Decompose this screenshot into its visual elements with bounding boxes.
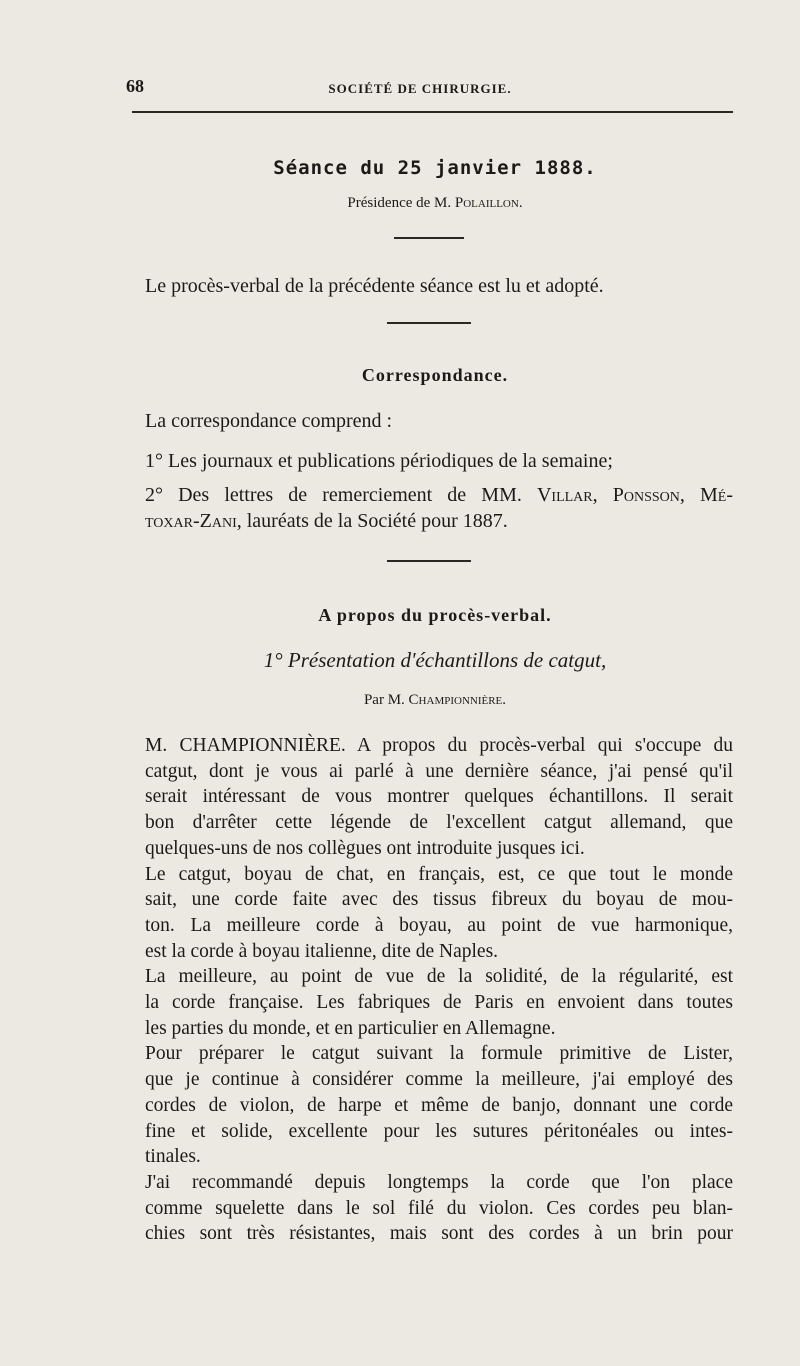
body-line: comme squelette dans le sol filé du violon. Ces cordes peu blan- bbox=[145, 1197, 733, 1219]
header-rule bbox=[132, 111, 733, 113]
body-line: M. CHAMPIONNIÈRE. A propos du procès-verbal qui s'occupe du bbox=[145, 735, 733, 756]
body-line: sait, une corde faite avec des tissus fibreux du boyau de mou- bbox=[145, 889, 733, 911]
body-line: que je continue à considérer comme la meilleure, j'ai employé des bbox=[145, 1069, 733, 1091]
correspondance-intro: La correspondance comprend : bbox=[145, 410, 393, 432]
correspondance-item-2-line-1 bbox=[145, 484, 733, 507]
author-name: Championnière. bbox=[408, 692, 507, 708]
president-name: Polaillon. bbox=[454, 195, 523, 211]
running-header bbox=[0, 81, 800, 97]
separator-rule-3 bbox=[387, 560, 471, 562]
author-line bbox=[100, 692, 770, 709]
item2-prefix: 2° Des lettres de remerciement de MM. bbox=[145, 484, 522, 506]
body-line: La meilleure, au point de vue de la solidité, de la régularité, est bbox=[145, 966, 733, 988]
body-line: chies sont très résistantes, mais sont des cordes à un brin pour bbox=[145, 1223, 733, 1245]
page-number: 68 bbox=[126, 76, 144, 96]
body-line: ton. La meilleure corde à boyau, au point de vue harmonique, bbox=[145, 914, 733, 936]
body-line: la corde française. Les fabriques de Paris en envoient dans toutes bbox=[145, 992, 733, 1014]
body-line: J'ai recommandé depuis longtemps la corde que l'on place bbox=[145, 1171, 733, 1193]
body-line: serait intéressant de vous montrer quelques échantillons. Il serait bbox=[145, 786, 733, 808]
session-title: Séance du 25 janvier 1888. bbox=[273, 157, 597, 179]
name-metoxar-part1: Mé- bbox=[700, 484, 733, 506]
presentation-subtitle: 1° Présentation d'échantillons de catgut, bbox=[263, 648, 607, 672]
body-line: Pour préparer le catgut suivant la formule primitive de Lister, bbox=[145, 1043, 733, 1065]
running-title: SOCIÉTÉ DE CHIRURGIE. bbox=[328, 81, 512, 96]
body-line: les parties du monde, et en particulier en Allemagne. bbox=[145, 1017, 556, 1039]
correspondance-heading: Correspondance. bbox=[361, 365, 509, 385]
name-villar: Villar bbox=[536, 484, 593, 506]
author-prefix: Par M. bbox=[363, 692, 405, 708]
presidence-line bbox=[100, 195, 770, 212]
correspondance-item-2-line-2 bbox=[145, 510, 508, 533]
name-metoxar-part2: toxar-Zani bbox=[145, 510, 237, 532]
item2-sep-1: , bbox=[592, 484, 598, 506]
proces-verbal-heading: A propos du procès-verbal. bbox=[318, 605, 552, 625]
body-line: tinales. bbox=[145, 1146, 201, 1168]
body-text bbox=[145, 733, 733, 1247]
body-line: quelques-uns de nos collègues ont introduite jusques ici. bbox=[145, 837, 585, 859]
separator-rule-2 bbox=[387, 322, 471, 324]
body-line: cordes de violon, de harpe et même de banjo, donnant une corde bbox=[145, 1094, 733, 1116]
body-line: est la corde à boyau italienne, dite de Naples. bbox=[145, 940, 499, 962]
body-line: fine et solide, excellente pour les sutures péritonéales ou intes- bbox=[145, 1120, 733, 1142]
presidence-prefix: Présidence de M. bbox=[347, 195, 452, 211]
name-ponsson: Ponsson bbox=[612, 484, 680, 506]
item2-sep-2: , bbox=[679, 484, 685, 506]
body-line: catgut, dont je vous ai parlé à une dernière séance, j'ai pensé qu'il bbox=[145, 760, 733, 782]
correspondance-item-1: 1° Les journaux et publications périodiques de la semaine; bbox=[145, 450, 613, 472]
body-line: Le catgut, boyau de chat, en français, est, ce que tout le monde bbox=[145, 863, 733, 885]
item2-suffix: , lauréats de la Société pour 1887. bbox=[236, 510, 508, 532]
separator-rule-1 bbox=[394, 237, 464, 239]
body-line: bon d'arrêter cette légende de l'excellent catgut allemand, que bbox=[145, 812, 733, 834]
minutes-line: Le procès-verbal de la précédente séance est lu et adopté. bbox=[145, 275, 604, 297]
